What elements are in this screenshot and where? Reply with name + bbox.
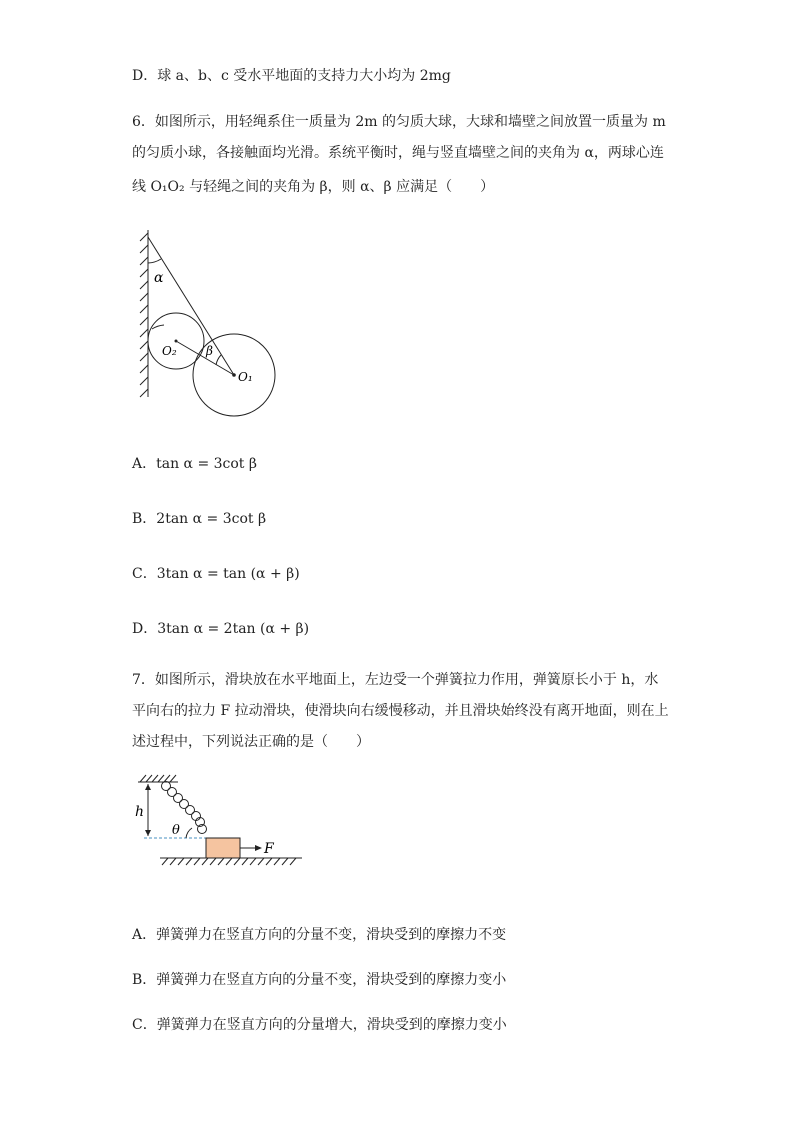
q7-stem-line-2: 平向右的拉力 F 拉动滑块，使滑块向右缓慢移动，并且滑块始终没有离开地面，则在上 <box>132 703 669 719</box>
sliding-block <box>206 838 240 858</box>
q6-figure <box>130 225 290 425</box>
q7-option-c: C．弹簧弹力在竖直方向的分量增大，滑块受到的摩擦力变小 <box>132 1017 507 1033</box>
q6-option-c: C．3tan α = tan (α + β) <box>132 566 300 582</box>
rope <box>148 237 234 375</box>
q6-option-a: A．tan α = 3cot β <box>132 456 257 472</box>
q7-stem-line-3: 述过程中，下列说法正确的是（ ） <box>132 734 370 750</box>
q6-option-b: B．2tan α = 3cot β <box>132 511 267 527</box>
label-theta: θ <box>172 823 180 838</box>
q5-option-d: D．球 a、b、c 受水平地面的支持力大小均为 2mg <box>132 68 451 84</box>
ground-hatching <box>160 858 302 865</box>
q6-stem-line-1: 6．如图所示，用轻绳系住一质量为 2m 的匀质大球，大球和墙壁之间放置一质量为 m <box>132 114 666 130</box>
q6-option-d: D．3tan α = 2tan (α + β) <box>132 621 310 637</box>
q6-stem-line-3: 线 O₁O₂ 与轻绳之间的夹角为 β，则 α、β 应满足（ ） <box>132 179 495 195</box>
label-o2: O₂ <box>162 344 177 358</box>
label-force: F <box>264 841 274 857</box>
label-beta: β <box>206 344 213 358</box>
q7-option-b: B．弹簧弹力在竖直方向的分量不变，滑块受到的摩擦力变小 <box>132 972 507 988</box>
ceiling-hatching <box>138 775 178 782</box>
wall-hatching <box>140 230 148 397</box>
q7-option-a: A．弹簧弹力在竖直方向的分量不变，滑块受到的摩擦力不变 <box>132 927 507 943</box>
spring <box>162 782 207 834</box>
q7-stem-line-1: 7．如图所示，滑块放在水平地面上，左边受一个弹簧拉力作用，弹簧原长小于 h，水 <box>132 672 659 688</box>
label-o1: O₁ <box>238 370 253 384</box>
q6-stem-line-2: 的匀质小球，各接触面均光滑。系统平衡时，绳与竖直墙壁之间的夹角为 α，两球心连 <box>132 145 664 161</box>
label-alpha: α <box>154 270 164 286</box>
q7-figure <box>130 770 310 870</box>
label-h: h <box>135 804 145 820</box>
